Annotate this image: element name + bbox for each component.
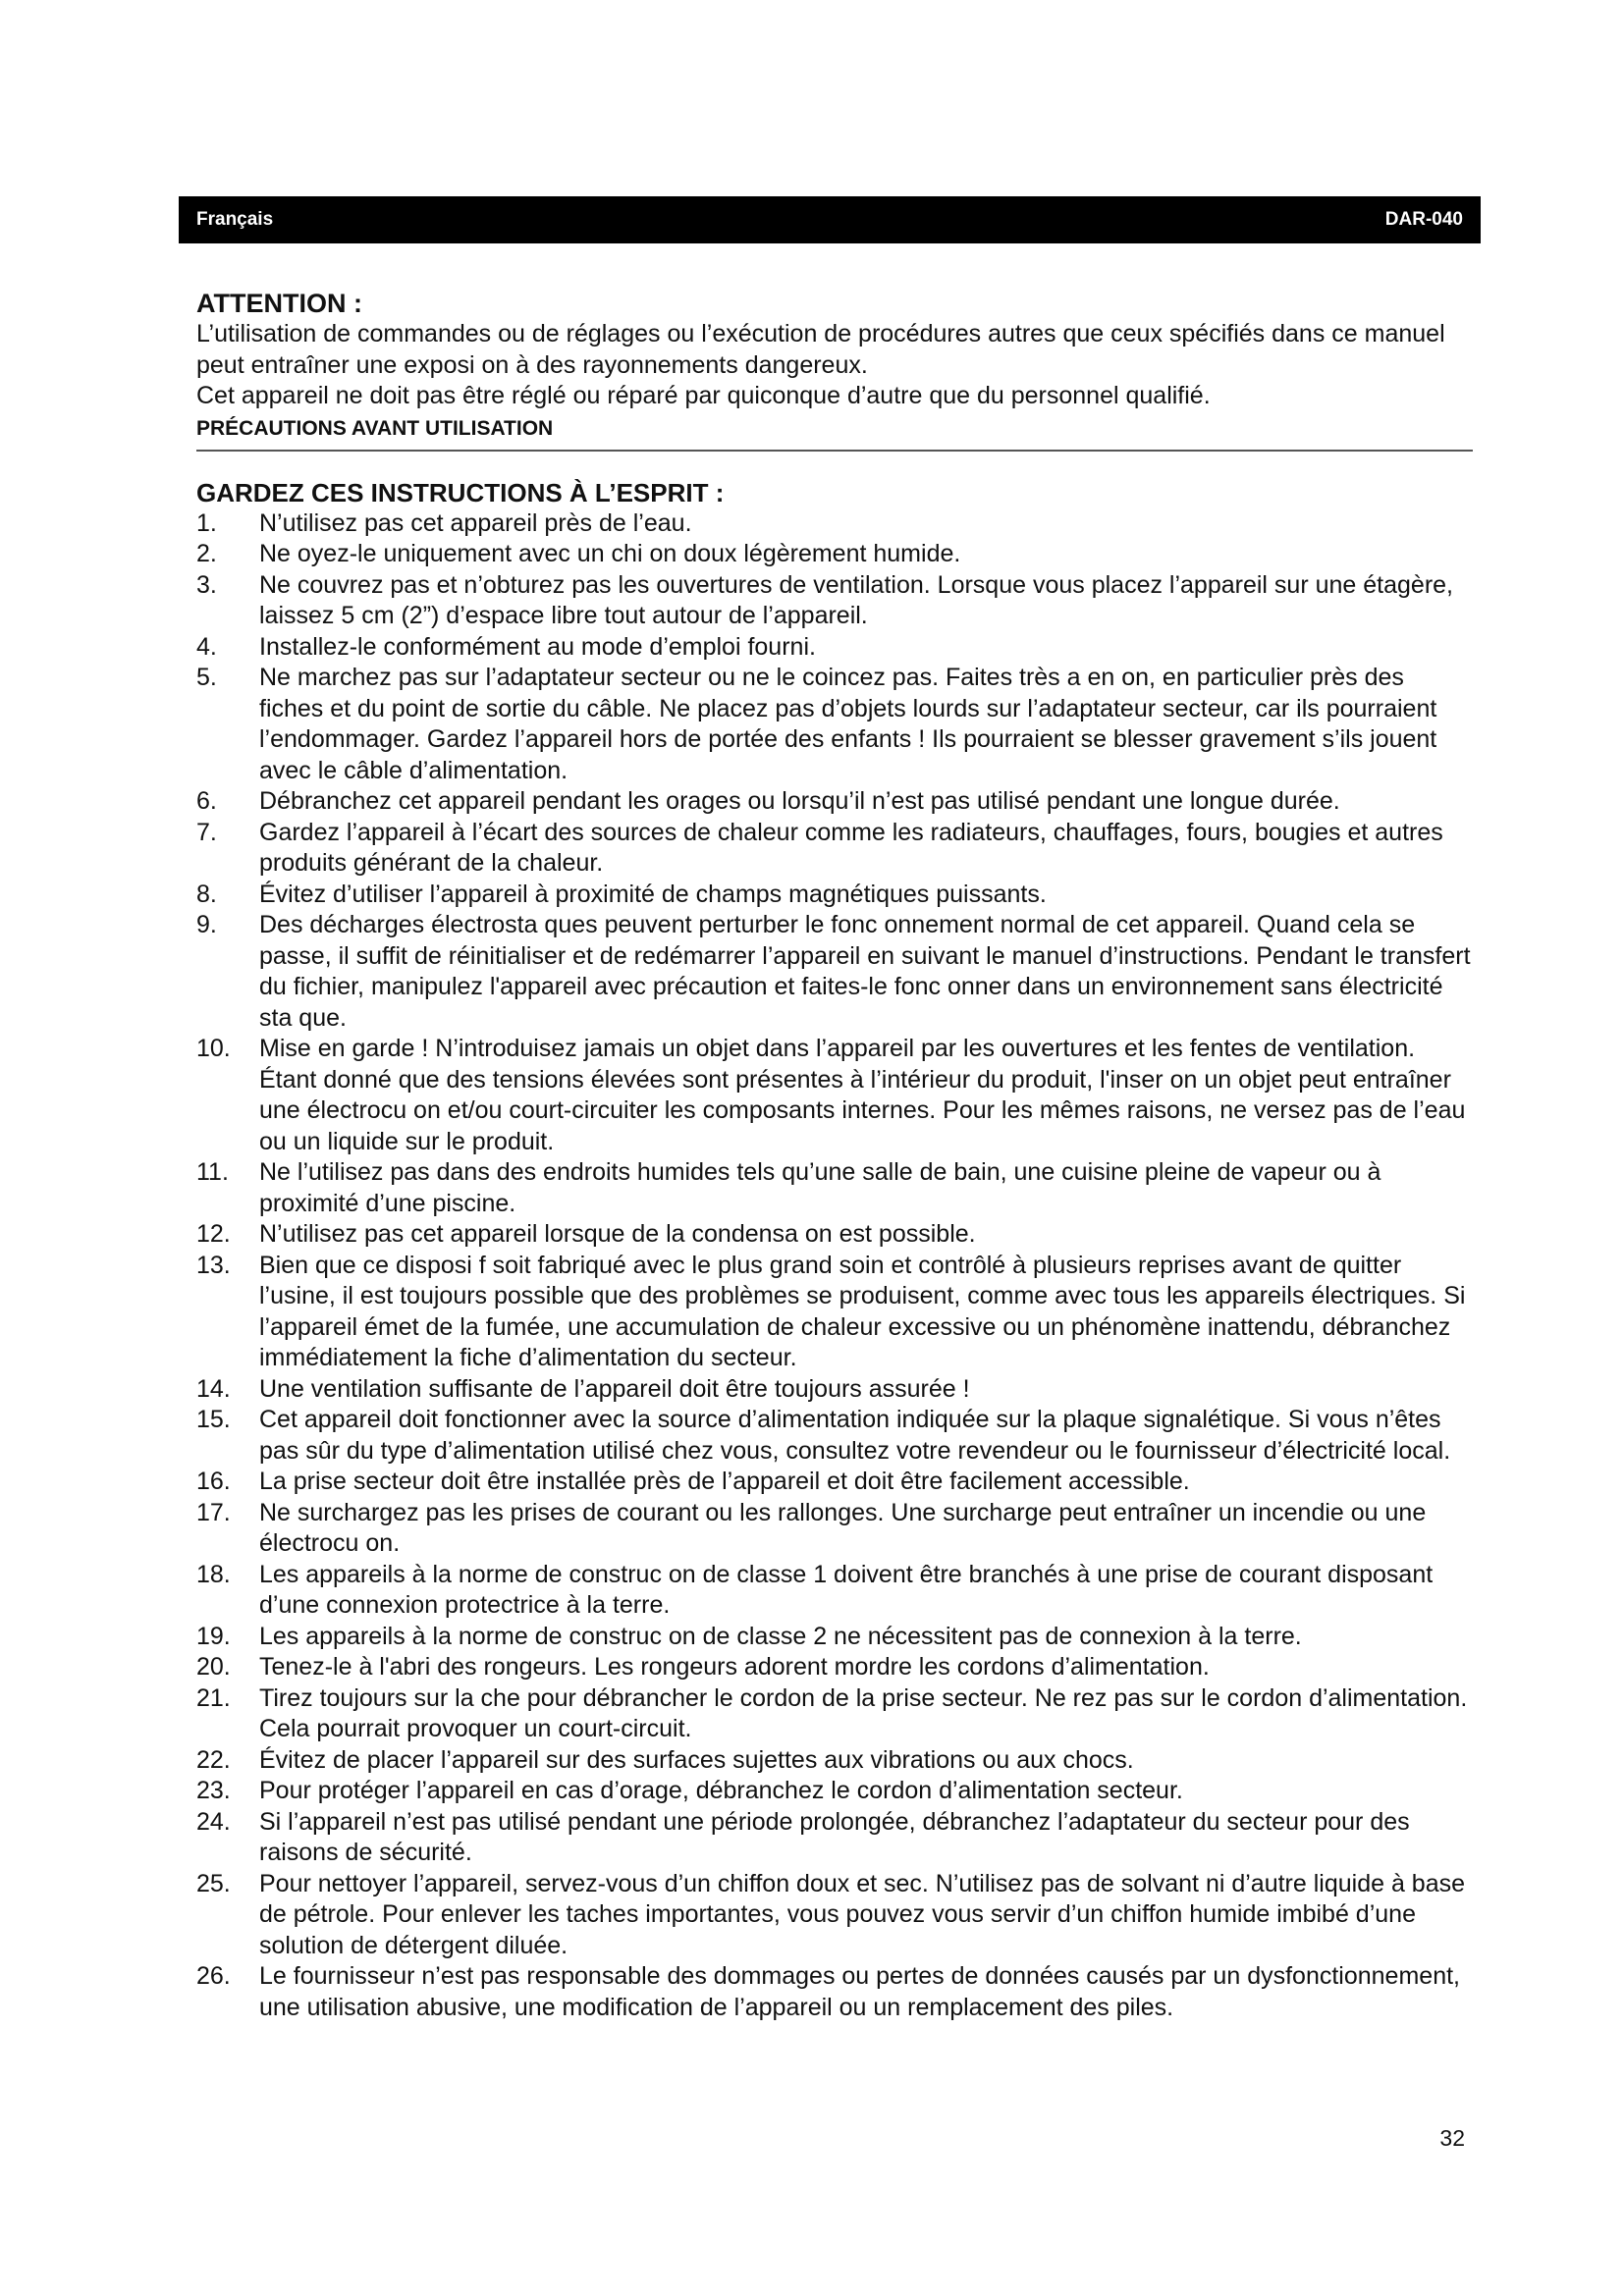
list-item-number: 20. [196,1653,231,1681]
list-item-text: Débranchez cet appareil pendant les orages ou lorsqu’il n’est pas utilisé pendant une longue durée. [259,787,1340,815]
list-item-text: Le fournisseur n’est pas responsable des dommages ou pertes de données causés par un dysfonctionnement, une utilisation abusive, une modification de l’appareil ou un remplacement des piles. [259,1962,1460,2021]
list-item-number: 23. [196,1777,231,1804]
list-item [196,880,1473,911]
list-item-number: 10. [196,1035,231,1062]
list-item-number: 7. [196,818,217,846]
page-content [196,288,1473,2023]
list-item-text: Évitez de placer l’appareil sur des surfaces sujettes aux vibrations ou aux chocs. [259,1745,1134,1774]
list-item-number: 24. [196,1807,231,1836]
list-item-text: Ne marchez pas sur l’adaptateur secteur ou ne le coincez pas. Faites très a en on, en particulier près des fiches et du point de sortie du câble. Ne placez pas d’objets lourds sur l’adaptateur secteur, car ils pourraient l’endommager. Gardez l’appareil hors de portée des enfants ! Ils pourraient se blesser gravement s’ils jouent avec le câble d’alimentation. [259,664,1437,784]
list-item-number: 17. [196,1498,231,1526]
list-item-number: 15. [196,1406,231,1433]
list-item [196,1405,1473,1467]
attention-paragraph: Cet appareil ne doit pas être réglé ou réparé par quiconque d’autre que du personnel qualifié. [196,382,1211,409]
list-item [196,1374,1473,1406]
list-item [196,632,1473,664]
list-item-number: 16. [196,1468,231,1495]
attention-title: ATTENTION : [196,289,362,318]
list-item-text: La prise secteur doit être installée près de l’appareil et doit être facilement accessible. [259,1468,1190,1495]
list-item [196,1157,1473,1219]
list-item-text: Tenez-le à l'abri des rongeurs. Les rongeurs adorent mordre les cordons d’alimentation. [259,1653,1210,1681]
list-item-number: 8. [196,880,217,908]
list-item-text: N’utilisez pas cet appareil près de l’eau. [259,508,692,537]
list-item [196,1034,1473,1157]
list-item [196,1683,1473,1745]
list-item-text: Ne couvrez pas et n’obturez pas les ouvertures de ventilation. Lorsque vous placez l’appareil sur une étagère, laissez 5 cm (2”) d’espace libre tout autour de l’appareil. [259,570,1453,629]
list-item-text: Ne l’utilisez pas dans des endroits humides tels qu’une salle de bain, une cuisine pleine de vapeur ou à proximité d’une piscine. [259,1158,1381,1217]
list-item-text: Si l’appareil n’est pas utilisé pendant une période prolongée, débranchez l’adaptateur du secteur pour des raisons de sécurité. [259,1807,1410,1866]
list-item-number: 4. [196,632,217,661]
list-item-number: 18. [196,1560,231,1588]
list-item-number: 9. [196,911,217,938]
list-item-number: 26. [196,1962,231,1990]
list-item [196,1251,1473,1374]
list-item-number: 11. [196,1158,229,1186]
list-item-text: Pour protéger l’appareil en cas d’orage, débranchez le cordon d’alimentation secteur. [259,1777,1183,1804]
header-bar [179,196,1481,243]
list-item [196,1776,1473,1807]
list-item-text: Les appareils à la norme de construc on de classe 2 ne nécessitent pas de connexion à la terre. [259,1622,1302,1650]
list-item-number: 25. [196,1869,231,1897]
list-item-number: 13. [196,1251,231,1279]
list-item-number: 5. [196,664,217,691]
list-item [196,1961,1473,2023]
list-item-text: Cet appareil doit fonctionner avec la source d’alimentation indiquée sur la plaque signalétique. Si vous n’êtes pas sûr du type d’alimentation utilisé chez vous, consultez votre revendeur ou le fournisseur d’électricité local. [259,1406,1451,1465]
list-item [196,570,1473,632]
list-item [196,539,1473,570]
list-item-text: Installez-le conformément au mode d’emploi fourni. [259,632,816,661]
list-item [196,1745,1473,1777]
list-item-text: Mise en garde ! N’introduisez jamais un objet dans l’appareil par les ouvertures et les fentes de ventilation. Étant donné que des tensions élevées sont présentes à l’intérieur du produit, l'inser on un objet peut entraîner une électrocu on et/ou court-circuiter les composants internes. Pour les mêmes raisons, ne versez pas de l’eau ou un liquide sur le produit. [259,1035,1466,1155]
instructions-title: GARDEZ CES INSTRUCTIONS À L’ESPRIT : [196,477,725,507]
list-item-text: Évitez d’utiliser l’appareil à proximité de champs magnétiques puissants. [259,880,1047,908]
list-item-text: Une ventilation suffisante de l’appareil doit être toujours assurée ! [259,1374,970,1403]
page-number: 32 [1439,2125,1465,2151]
list-item [196,786,1473,818]
list-item-number: 19. [196,1622,231,1650]
list-item-text: Ne oyez-le uniquement avec un chi on doux légèrement humide. [259,540,961,567]
list-item-text: N’utilisez pas cet appareil lorsque de la condensa on est possible. [259,1220,976,1248]
header-model: DAR-040 [1384,209,1463,230]
list-item [196,1869,1473,1962]
header-language: Français [196,209,274,230]
list-item-number: 22. [196,1745,231,1774]
list-item-text: Ne surchargez pas les prises de courant ou les rallonges. Une surcharge peut entraîner un incendie ou une électrocu on. [259,1498,1427,1557]
attention-paragraph: L’utilisation de commandes ou de réglages ou l’exécution de procédures autres que ceux spécifiés dans ce manuel peut entraîner une exposi on à des rayonnements dangereux. [196,320,1445,379]
list-item-text: Pour nettoyer l’appareil, servez-vous d’un chiffon doux et sec. N’utilisez pas de solvant ni d’autre liquide à base de pétrole. Pour enlever les taches importantes, vous pouvez vous servir d’un chiffon humide imbibé d’une solution de détergent diluée. [259,1869,1466,1959]
list-item [196,1219,1473,1251]
instructions-list [196,508,1473,2024]
list-item-number: 14. [196,1374,231,1403]
list-item [196,508,1473,540]
list-item-text: Des décharges électrosta ques peuvent perturber le fonc onnement normal de cet appareil. Quand cela se passe, il suffit de réinitialiser et de redémarrer l’appareil en suivant le manuel d’instructions. Pendant le transfert du fichier, manipulez l'appareil avec précaution et faites-le fonc onner dans un environnement sans électricité sta que. [259,911,1471,1032]
list-item-text: Les appareils à la norme de construc on de classe 1 doivent être branchés à une prise de courant disposant d’une connexion protectrice à la terre. [259,1560,1434,1619]
precautions-heading: PRÉCAUTIONS AVANT UTILISATION [196,412,1473,452]
list-item [196,1560,1473,1622]
list-item-number: 3. [196,570,217,599]
list-item [196,1467,1473,1498]
list-item-number: 12. [196,1220,231,1248]
list-item-text: Tirez toujours sur la che pour débrancher le cordon de la prise secteur. Ne rez pas sur le cordon d’alimentation. Cela pourrait provoquer un court-circuit. [259,1683,1468,1742]
list-item [196,1652,1473,1683]
list-item-number: 1. [196,508,217,537]
list-item-text: Bien que ce disposi f soit fabriqué avec le plus grand soin et contrôlé à plusieurs reprises avant de quitter l’usine, il est toujours possible que des problèmes se produisent, comme avec tous les appareils électriques. Si l’appareil émet de la fumée, une accumulation de chaleur excessive ou un phénomène inattendu, débranchez immédiatement la fiche d’alimentation du secteur. [259,1251,1466,1371]
list-item-number: 21. [196,1683,231,1712]
list-item [196,818,1473,880]
list-item-text: Gardez l’appareil à l’écart des sources de chaleur comme les radiateurs, chauffages, fours, bougies et autres produits générant de la chaleur. [259,818,1443,877]
list-item [196,1807,1473,1869]
list-item [196,1622,1473,1653]
list-item [196,1498,1473,1560]
list-item-number: 6. [196,787,217,815]
list-item [196,910,1473,1034]
list-item-number: 2. [196,540,217,567]
list-item [196,663,1473,786]
